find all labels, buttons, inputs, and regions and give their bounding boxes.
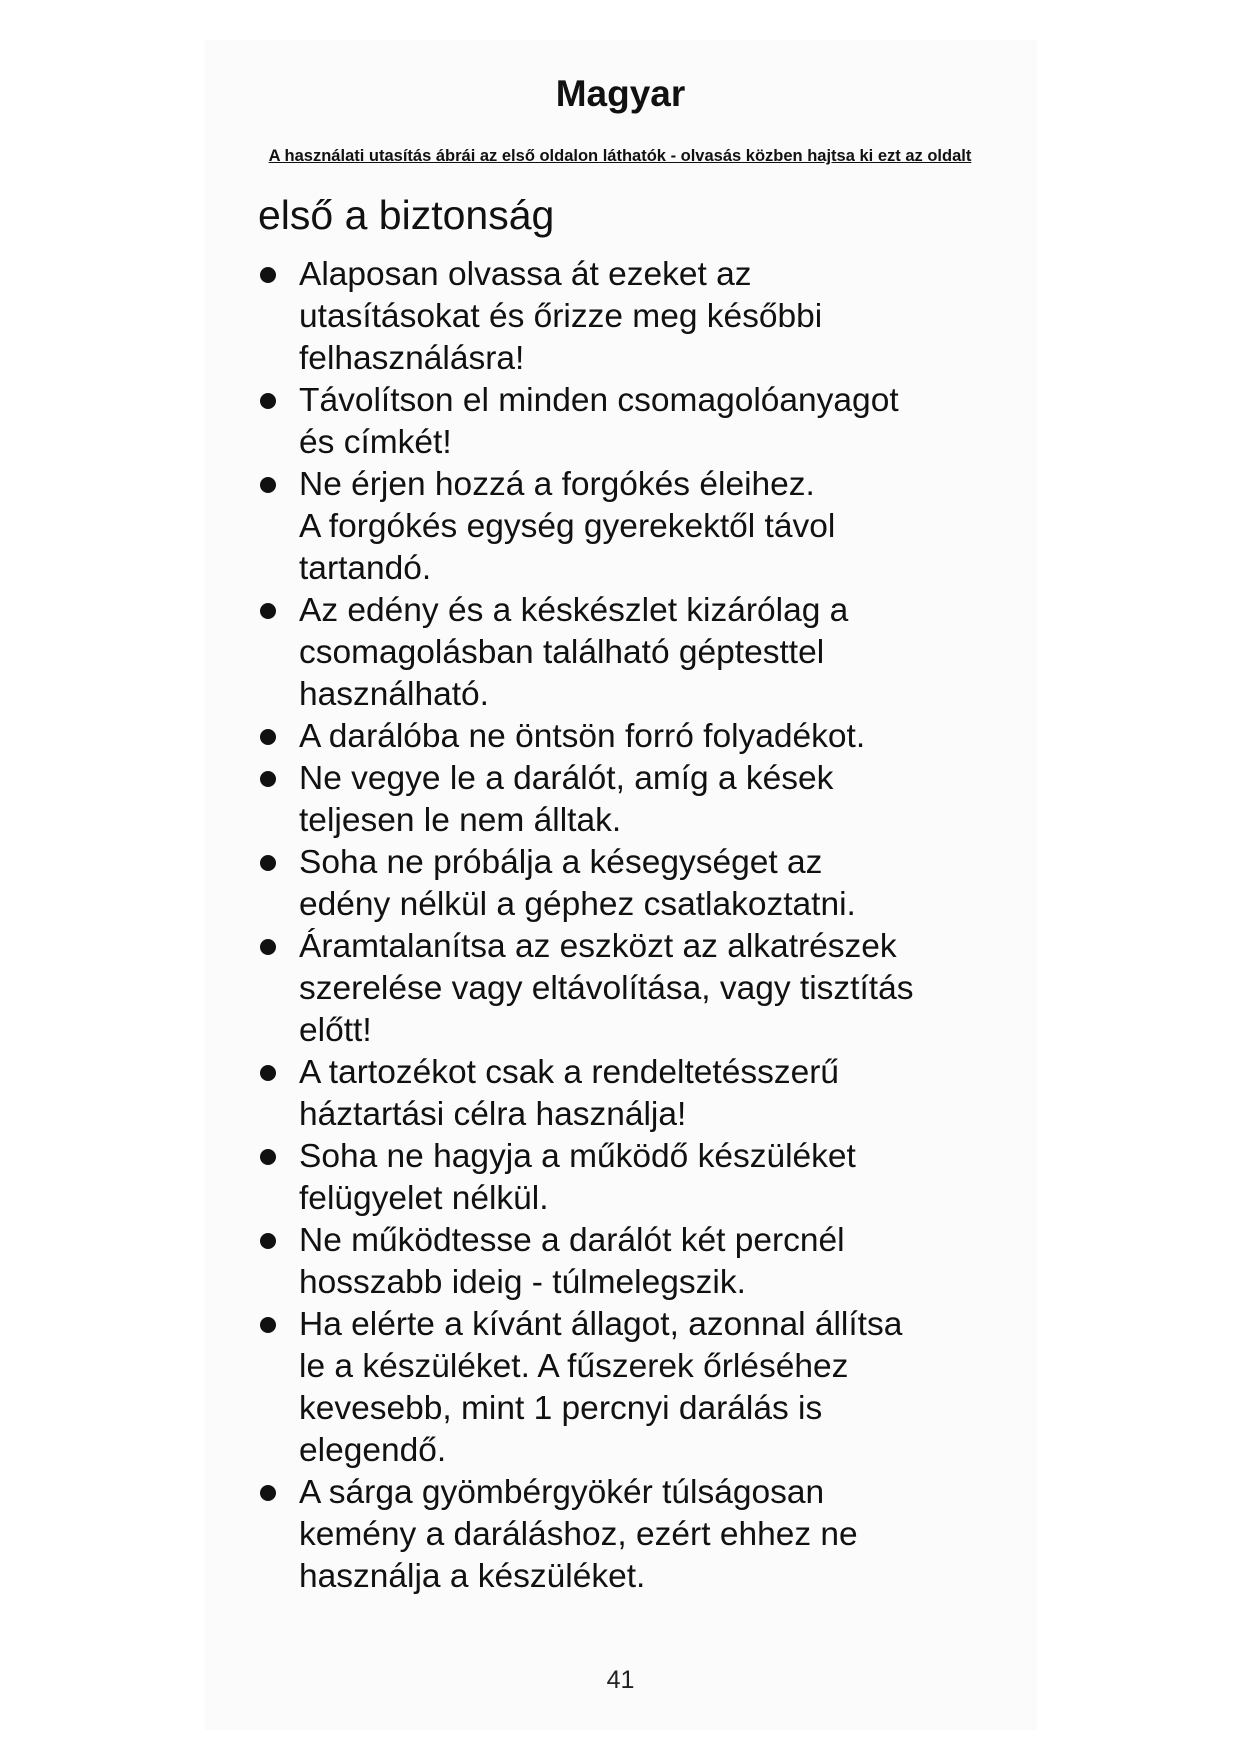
bullet-icon	[260, 1149, 276, 1165]
list-item-text: Áramtalanítsa az eszközt az alkatrészek szerelése vagy eltávolítása, vagy tisztítás előtt!	[299, 928, 914, 1049]
list-item	[258, 926, 998, 1052]
list-item	[258, 1472, 998, 1598]
list-item	[258, 590, 998, 716]
bullet-icon	[260, 771, 276, 787]
list-item-text: Az edény és a késkészlet kizárólag a csomagolásban található géptesttel használható.	[299, 592, 849, 713]
bullet-icon	[260, 603, 276, 619]
bullet-icon	[260, 855, 276, 871]
page-number: 41	[606, 1666, 635, 1694]
list-item	[258, 1220, 998, 1304]
list-item	[258, 1136, 998, 1220]
language-title: Magyar	[555, 73, 686, 114]
bullet-icon	[260, 1317, 276, 1333]
section-heading: első a biztonság	[258, 192, 555, 238]
list-item-text: A sárga gyömbérgyökér túlságosan kemény a daráláshoz, ezért ehhez ne használja a készüléket.	[299, 1474, 858, 1595]
list-item	[258, 380, 998, 464]
list-item-text: Ha elérte a kívánt állagot, azonnal állítsa le a készüléket. A fűszerek őrléséhez kevesebb, mint 1 percnyi darálás is elegendő.	[299, 1306, 903, 1469]
bullet-icon	[260, 1233, 276, 1249]
bullet-icon	[260, 729, 276, 745]
list-item	[258, 464, 998, 590]
bullet-icon	[260, 1485, 276, 1501]
list-item-text: Soha ne hagyja a működő készüléket felügyelet nélkül.	[299, 1138, 856, 1217]
list-item-text: Távolítson el minden csomagolóanyagot és címkét!	[299, 382, 899, 461]
list-item	[258, 1304, 998, 1472]
list-item	[258, 254, 998, 380]
bullet-icon	[260, 1065, 276, 1081]
bullet-icon	[260, 393, 276, 409]
bullet-icon	[260, 477, 276, 493]
list-item	[258, 1052, 998, 1136]
list-item-text: Alaposan olvassa át ezeket az utasításokat és őrizze meg későbbi felhasználásra!	[299, 256, 823, 377]
instruction-note: A használati utasítás ábrái az első oldalon láthatók - olvasás közben hajtsa ki ezt az oldalt	[268, 147, 972, 165]
bullet-icon	[260, 939, 276, 955]
list-item-text: A darálóba ne öntsön forró folyadékot.	[299, 718, 866, 755]
safety-list	[258, 254, 998, 1598]
list-item-text: A tartozékot csak a rendeltetésszerű háztartási célra használja!	[299, 1054, 840, 1133]
list-item	[258, 758, 998, 842]
list-item-text: Soha ne próbálja a késegységet az edény nélkül a géphez csatlakoztatni.	[299, 844, 856, 923]
list-item-text: Ne működtesse a darálót két percnél hosszabb ideig - túlmelegszik.	[299, 1222, 845, 1301]
list-item-text: Ne érjen hozzá a forgókés éleihez. A forgókés egység gyerekektől távol tartandó.	[299, 466, 836, 587]
list-item-text: Ne vegye le a darálót, amíg a kések teljesen le nem álltak.	[299, 760, 834, 839]
list-item	[258, 716, 998, 758]
list-item	[258, 842, 998, 926]
bullet-icon	[260, 267, 276, 283]
